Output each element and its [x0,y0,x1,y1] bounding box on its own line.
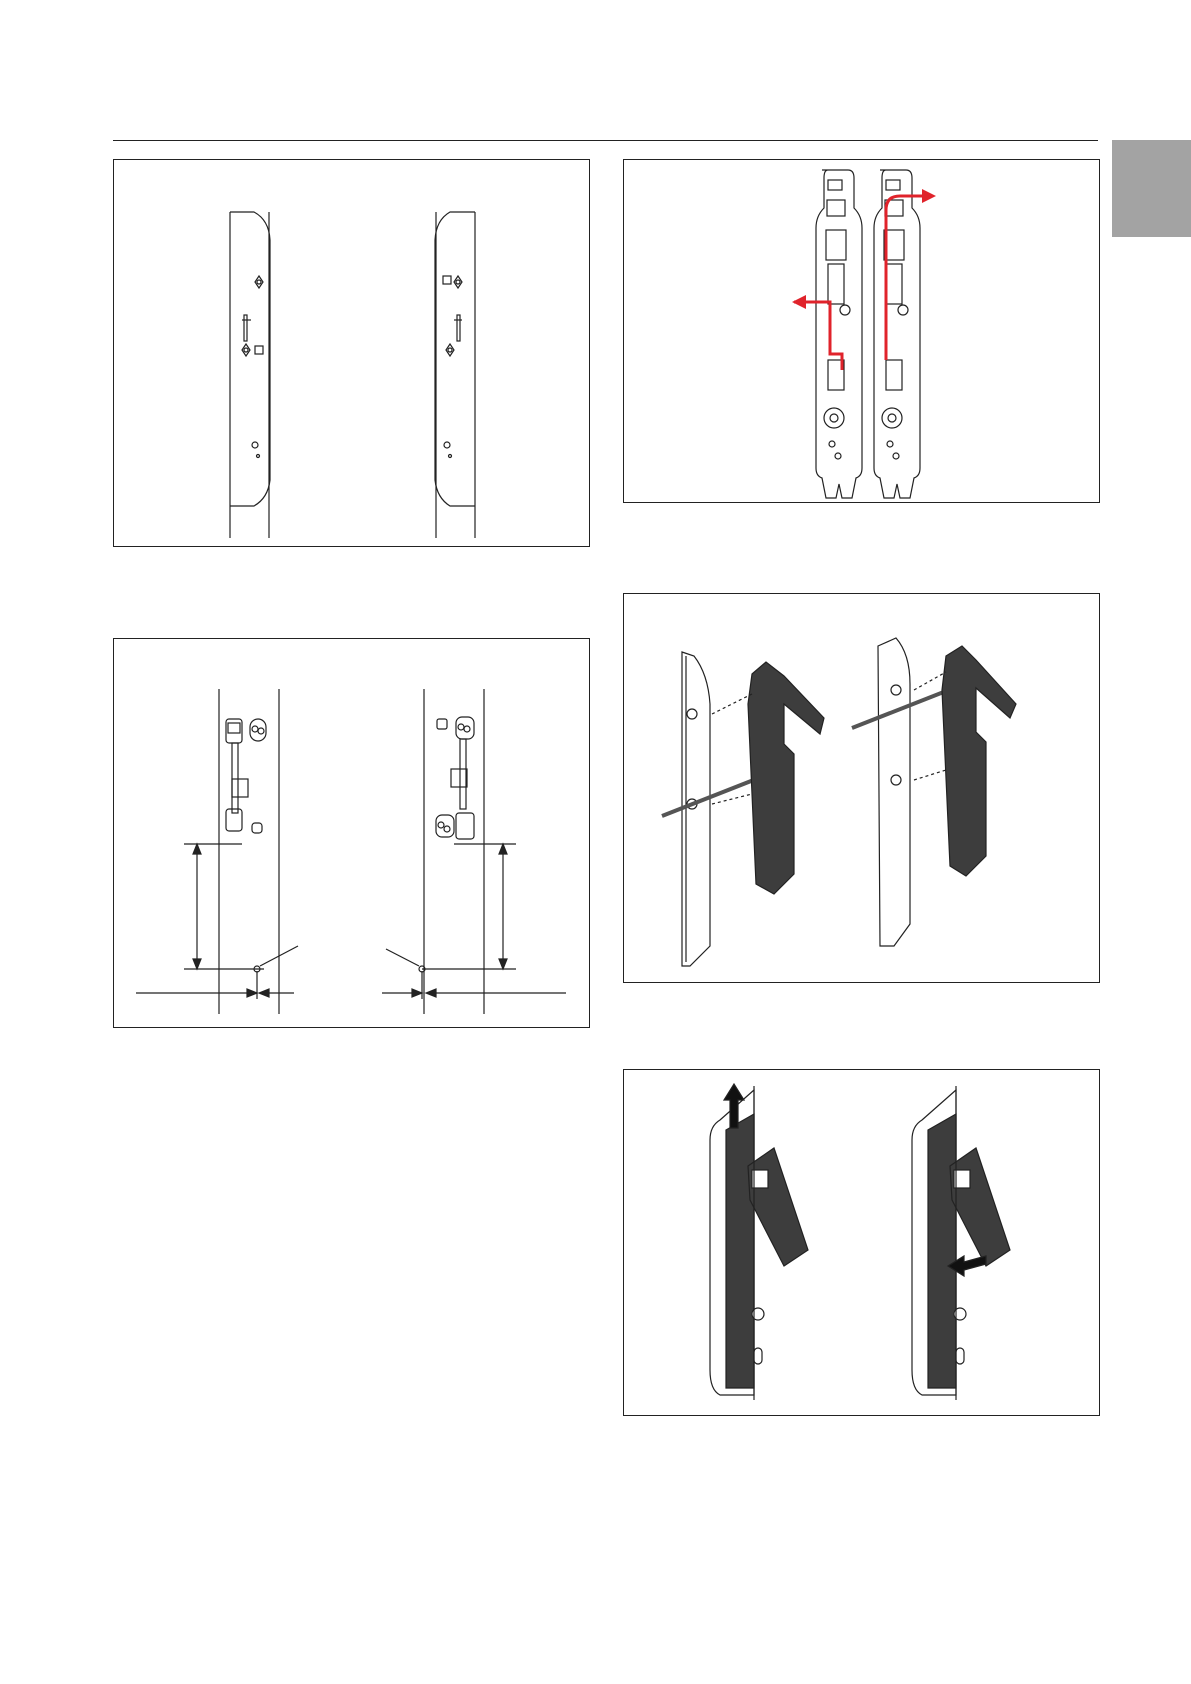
door-profile-hole-pattern-drawing [114,160,590,547]
lock-body-cable-routing-drawing [624,160,1100,503]
strike-plate-dimension-drawing [114,639,590,1028]
figure-handle-installation [623,1069,1100,1416]
figure-lock-body-routing [623,159,1100,503]
figure-strike-plate-dimensions [113,638,590,1028]
header-rule [113,140,1098,141]
figure-handle-mounting [623,593,1100,983]
section-tab [1112,140,1191,237]
figure-door-profile-holes [113,159,590,547]
handle-mounting-exploded-drawing [624,594,1100,983]
handle-installation-drawing [624,1070,1100,1416]
